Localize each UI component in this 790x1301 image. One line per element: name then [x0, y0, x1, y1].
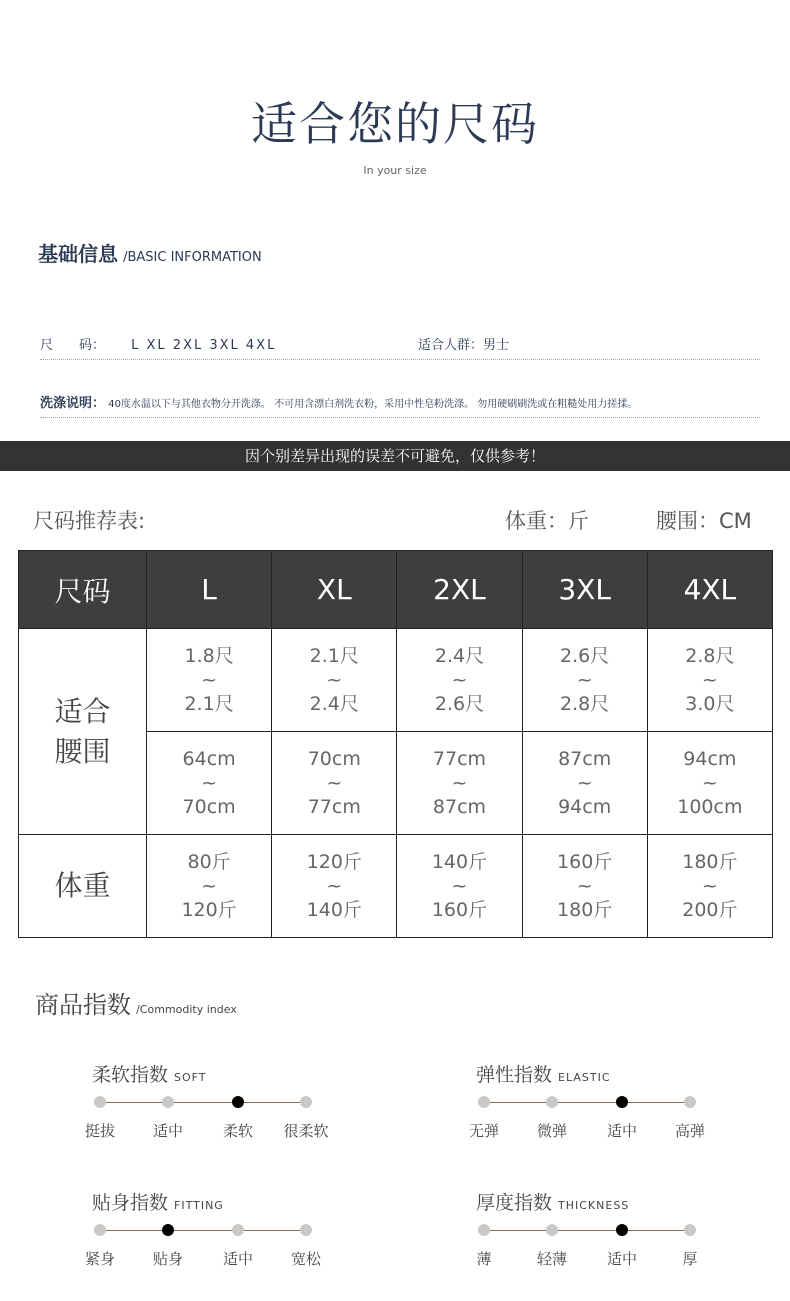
index-dot: [684, 1096, 696, 1108]
basic-info-title-en: /BASIC INFORMATION: [123, 250, 262, 265]
commodity-title: 商品指数: [35, 991, 131, 1019]
index-title-en: FITTING: [174, 1199, 224, 1212]
index-level-label: 贴身: [152, 1250, 183, 1268]
index-dot-active: [616, 1096, 628, 1108]
recommend-label: 尺码推荐表:: [33, 509, 146, 533]
commodity-title-en: /Commodity index: [136, 1003, 237, 1016]
waist-cm-cell: 70cm ~ 77cm: [272, 732, 397, 835]
size-value: L XL 2XL 3XL 4XL: [131, 338, 277, 353]
index-title: [476, 1060, 776, 1087]
page-title: 适合您的尺码: [251, 97, 539, 151]
waist-cm-cell: 64cm ~ 70cm: [147, 732, 272, 835]
header-cell: 2XL: [397, 551, 522, 629]
index-dot: [478, 1224, 490, 1236]
table-row: [19, 629, 773, 732]
index-dot-active: [616, 1224, 628, 1236]
index-dot: [546, 1096, 558, 1108]
waist-cm-cell: 87cm ~ 94cm: [522, 732, 647, 835]
size-info-row: [40, 334, 760, 360]
header-cell: XL: [272, 551, 397, 629]
index-dot: [232, 1224, 244, 1236]
index-scale-line: [100, 1102, 306, 1103]
wash-key: 洗涤说明：: [40, 396, 106, 411]
wash-info-row: [40, 392, 760, 418]
index-dot: [300, 1096, 312, 1108]
index-level-label: 柔软: [222, 1122, 253, 1140]
table-row: [19, 835, 773, 938]
index-elastic: [468, 1060, 776, 1150]
crowd-info: 适合人群：男士: [418, 338, 510, 353]
index-level-label: 微弹: [536, 1122, 567, 1140]
index-scale-line: [484, 1102, 690, 1103]
index-title-en: THICKNESS: [558, 1199, 630, 1212]
basic-info-heading: [38, 238, 262, 267]
index-thickness: [476, 1188, 776, 1278]
weight-cell: 180斤 ~ 200斤: [647, 835, 772, 938]
index-dot: [684, 1224, 696, 1236]
index-dot-active: [162, 1224, 174, 1236]
index-level-label: 无弹: [468, 1122, 499, 1140]
index-level-label: 适中: [606, 1122, 637, 1140]
index-level-label: 适中: [152, 1122, 183, 1140]
index-level-label: 宽松: [290, 1250, 321, 1268]
basic-info-title: 基础信息: [38, 242, 118, 266]
index-dot: [94, 1224, 106, 1236]
header-cell: 3XL: [522, 551, 647, 629]
page-subtitle: In your size: [363, 164, 427, 177]
index-level-label: 薄: [476, 1250, 492, 1268]
waist-chi-cell: 2.1尺 ~ 2.4尺: [272, 629, 397, 732]
index-dot: [300, 1224, 312, 1236]
table-header-row: [19, 551, 773, 629]
index-title-en: ELASTIC: [558, 1071, 611, 1084]
header-cell: L: [147, 551, 272, 629]
index-level-label: 适中: [606, 1250, 637, 1268]
header-cell: 尺码: [19, 551, 147, 629]
waist-label-line1: 适合: [54, 694, 111, 728]
waist-cm-cell: 77cm ~ 87cm: [397, 732, 522, 835]
index-title-zh: 弹性指数: [476, 1064, 553, 1086]
wash-value: 40度水温以下与其他衣物分开洗涤。 不可用含漂白剂洗衣粉，采用中性皂粉洗涤。 勿用硬刷刷洗或在粗糙处用力搓揉。: [108, 399, 638, 410]
index-soft: [84, 1060, 392, 1150]
index-level-label: 挺拔: [84, 1122, 115, 1140]
weight-label-cell: 体重: [19, 835, 147, 938]
index-level-label: 厚: [682, 1250, 698, 1268]
waist-label-line2: 腰围: [54, 734, 111, 768]
weight-cell: 120斤 ~ 140斤: [272, 835, 397, 938]
index-level-label: 很柔软: [283, 1122, 329, 1140]
size-key: 尺 码：: [40, 338, 106, 353]
waist-unit: 腰围：CM: [656, 509, 752, 533]
index-level-label: 轻薄: [536, 1250, 567, 1268]
index-level-label: 紧身: [84, 1250, 115, 1268]
header-cell: 4XL: [647, 551, 772, 629]
index-dot: [162, 1096, 174, 1108]
index-dot: [478, 1096, 490, 1108]
weight-cell: 140斤 ~ 160斤: [397, 835, 522, 938]
index-scale-line: [484, 1230, 690, 1231]
index-title: [92, 1060, 392, 1087]
waist-chi-cell: 2.4尺 ~ 2.6尺: [397, 629, 522, 732]
waist-chi-cell: 1.8尺 ~ 2.1尺: [147, 629, 272, 732]
index-title-en: SOFT: [174, 1071, 207, 1084]
index-scale-line: [100, 1230, 306, 1231]
index-dot: [94, 1096, 106, 1108]
waist-chi-cell: 2.6尺 ~ 2.8尺: [522, 629, 647, 732]
waist-chi-cell: 2.8尺 ~ 3.0尺: [647, 629, 772, 732]
size-table: [18, 550, 773, 938]
index-dot-active: [232, 1096, 244, 1108]
index-title-zh: 厚度指数: [476, 1192, 553, 1214]
index-title-zh: 柔软指数: [92, 1064, 169, 1086]
index-level-label: 适中: [222, 1250, 253, 1268]
index-title: [476, 1188, 776, 1215]
index-title: [92, 1188, 392, 1215]
disclaimer-banner: 因个别差异出现的误差不可避免，仅供参考！: [0, 441, 790, 471]
waist-label-cell: [19, 629, 147, 835]
weight-cell: 80斤 ~ 120斤: [147, 835, 272, 938]
weight-unit: 体重：斤: [505, 509, 589, 533]
commodity-heading: [35, 985, 237, 1020]
index-fitting: [84, 1188, 392, 1278]
index-dot: [546, 1224, 558, 1236]
index-title-zh: 贴身指数: [92, 1192, 169, 1214]
index-level-label: 高弹: [674, 1122, 705, 1140]
waist-cm-cell: 94cm ~ 100cm: [647, 732, 772, 835]
weight-cell: 160斤 ~ 180斤: [522, 835, 647, 938]
